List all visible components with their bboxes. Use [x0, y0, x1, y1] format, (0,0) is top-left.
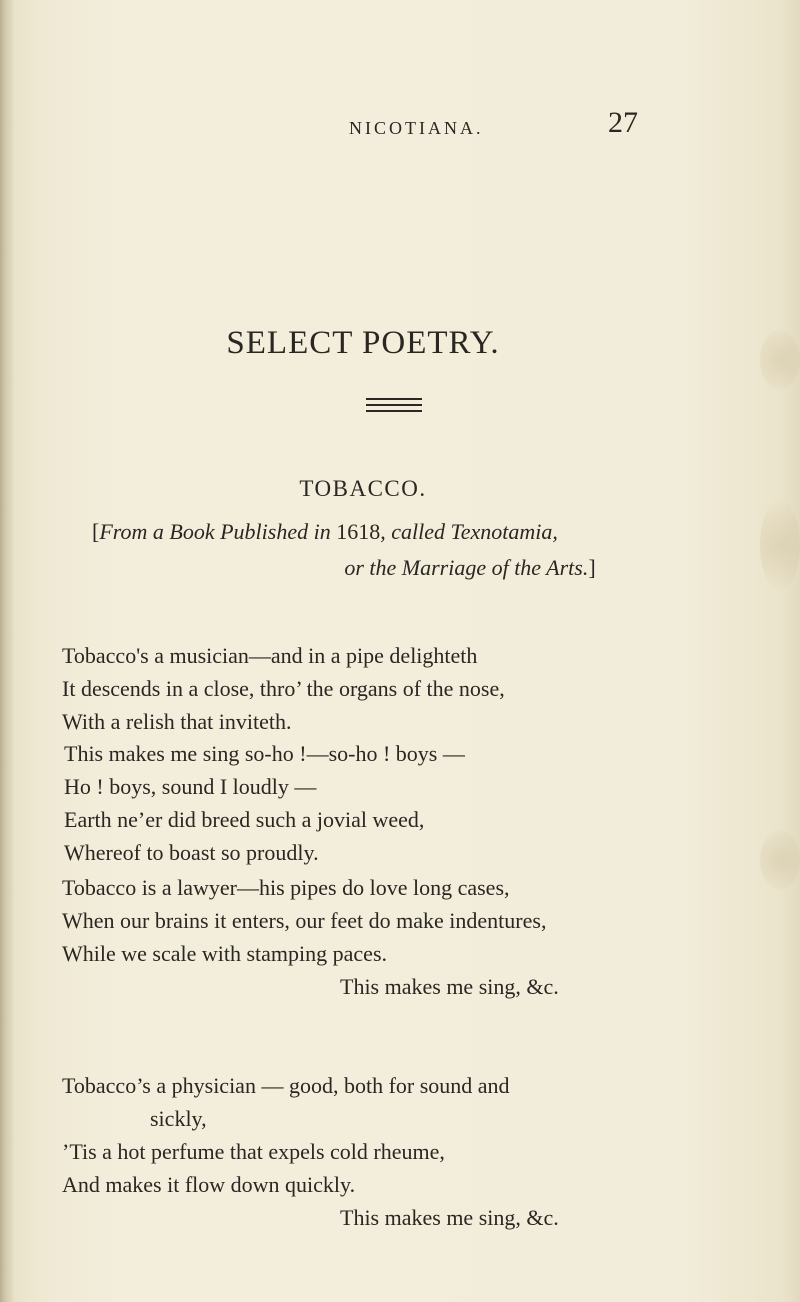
verse-line: This makes me sing so-ho !—so-ho ! boys —: [64, 741, 465, 766]
ornamental-rule: [366, 404, 422, 406]
stanza: [62, 871, 559, 1003]
poem-title: TOBACCO.: [299, 476, 427, 501]
verse-line: And makes it flow down quickly.: [62, 1172, 356, 1197]
verse-line: Whereof to boast so proudly.: [64, 840, 319, 865]
source-note-line: or the Marriage of the Arts.]: [344, 555, 596, 580]
verse-line: Earth ne’er did breed such a jovial weed,: [64, 807, 425, 832]
stanza: [62, 1069, 559, 1234]
verse-line: Tobacco’s a physician — good, both for sound and: [62, 1073, 510, 1098]
foxing-stain: [760, 330, 800, 390]
source-note: [92, 514, 740, 586]
stanza: [62, 639, 505, 738]
refrain-line: This makes me sing, &c.: [340, 1205, 559, 1230]
verse-line: With a relish that inviteth.: [62, 709, 292, 734]
refrain-line: This makes me sing, &c.: [340, 974, 559, 999]
verse-line-continuation: sickly,: [150, 1106, 207, 1131]
verse-line: Tobacco is a lawyer—his pipes do love long cases,: [62, 875, 510, 900]
verse-line: Tobacco's a musician—and in a pipe delighteth: [62, 643, 478, 668]
verse-line: When our brains it enters, our feet do make indentures,: [62, 908, 547, 933]
verse-line: While we scale with stamping paces.: [62, 941, 388, 966]
ornamental-rule: [366, 410, 422, 412]
section-title: SELECT POETRY.: [226, 325, 500, 361]
page-number: 27: [608, 106, 638, 139]
running-head: NICOTIANA.: [349, 118, 484, 138]
foxing-stain: [760, 830, 800, 890]
page-header: [0, 106, 800, 146]
foxing-stain: [760, 500, 800, 590]
ornamental-rule: [366, 398, 422, 400]
verse-line: Ho ! boys, sound I loudly —: [64, 774, 317, 799]
verse-line: It descends in a close, thro’ the organs of the nose,: [62, 676, 505, 701]
page-binding-edge: [0, 0, 14, 1302]
chorus: [64, 737, 465, 869]
verse-line: ’Tis a hot perfume that expels cold rheume,: [62, 1139, 445, 1164]
source-note-line: [From a Book Published in 1618, called Texnotamia,: [92, 519, 558, 544]
